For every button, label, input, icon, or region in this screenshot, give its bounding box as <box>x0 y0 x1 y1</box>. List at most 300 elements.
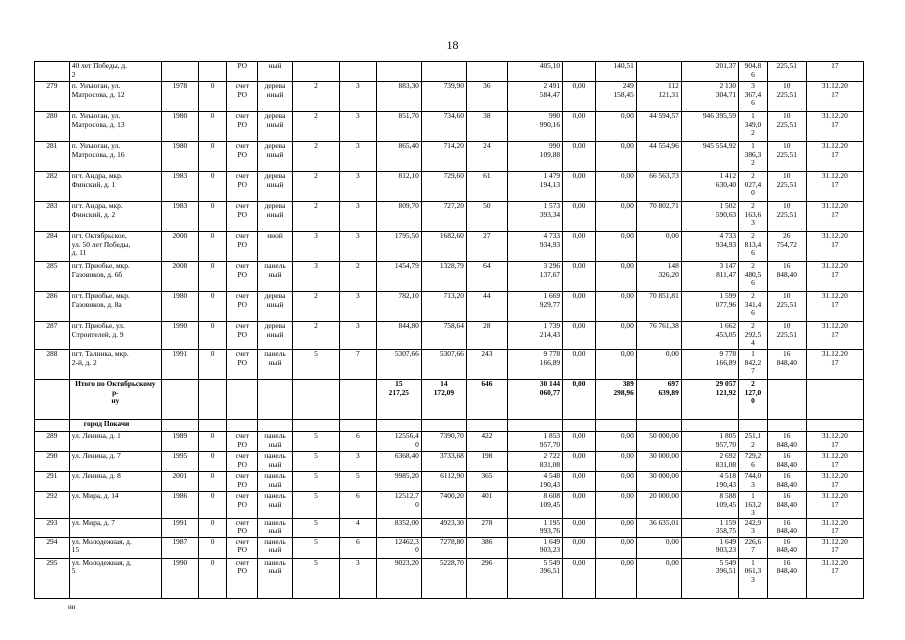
table-cell <box>35 380 70 420</box>
table-cell: 293 <box>35 518 70 537</box>
table-cell: 148 326,20 <box>636 262 681 292</box>
table-cell: 883,30 <box>376 82 421 112</box>
table-cell: 3 <box>339 172 376 202</box>
table-cell: 3 <box>339 142 376 172</box>
table-cell: 1990 <box>161 322 198 350</box>
table-cell: 7390,70 <box>421 432 466 452</box>
table-cell: 1 739 214,43 <box>507 322 562 350</box>
table-cell: 40 лет Победы, д. 2 <box>69 62 161 82</box>
table-cell: 0 <box>198 292 227 322</box>
table-cell: РО <box>227 62 258 82</box>
table-cell: 1991 <box>161 350 198 380</box>
table-cell: 50 000,00 <box>636 432 681 452</box>
table-cell: 4 518 190,43 <box>681 472 738 492</box>
table-cell: 30 000,00 <box>636 452 681 472</box>
table-cell: 283 <box>35 202 70 232</box>
table-cell: 50 <box>466 202 507 232</box>
table-cell: 1 649 903,23 <box>681 537 738 558</box>
table-cell <box>767 380 806 420</box>
table-cell: 70 802,71 <box>636 202 681 232</box>
table-cell: ул. Ленина, д. 8 <box>69 472 161 492</box>
table-cell: 0,00 <box>595 202 636 232</box>
table-cell: 66 563,73 <box>636 172 681 202</box>
total-cell: 697 639,89 <box>636 380 681 420</box>
table-cell: 2 <box>292 202 339 232</box>
table-cell: счет РО <box>227 432 258 452</box>
table-cell: 280 <box>35 112 70 142</box>
table-cell: счет РО <box>227 262 258 292</box>
table-cell: счет РО <box>227 172 258 202</box>
table-cell: ул. Молодежная, д. 5 <box>69 558 161 598</box>
table-cell: 70 851,81 <box>636 292 681 322</box>
table-cell: 2 <box>292 82 339 112</box>
table-cell: 2 722 831,08 <box>507 452 562 472</box>
table-cell: 16 848,40 <box>767 472 806 492</box>
table-cell <box>421 62 466 82</box>
table-cell: 1 842,2 7 <box>739 350 768 380</box>
table-cell: 0,00 <box>563 322 596 350</box>
table-cell: 31.12.20 17 <box>806 350 863 380</box>
table-cell <box>292 420 339 432</box>
table-cell: 1989 <box>161 432 198 452</box>
table-cell: 5 549 396,51 <box>507 558 562 598</box>
table-cell: дерева нный <box>258 142 293 172</box>
table-cell: 0 <box>198 262 227 292</box>
table-cell: пгт. Приобье, ул. Строителей, д. 9 <box>69 322 161 350</box>
table-cell: 0 <box>198 518 227 537</box>
table-cell: 3 <box>339 292 376 322</box>
table-cell: 1 805 957,70 <box>681 432 738 452</box>
table-cell: 225,51 <box>767 62 806 82</box>
table-cell: 16 848,40 <box>767 350 806 380</box>
table-cell: 5228,70 <box>421 558 466 598</box>
table-row <box>35 142 864 172</box>
table-cell: 2001 <box>161 472 198 492</box>
table-row <box>35 518 864 537</box>
table-cell: 296 <box>466 558 507 598</box>
table-cell: 284 <box>35 232 70 262</box>
table-cell <box>806 420 863 432</box>
table-cell: 2 <box>292 322 339 350</box>
table-cell: счет РО <box>227 112 258 142</box>
table-cell: 4 733 934,93 <box>681 232 738 262</box>
table-cell: 1983 <box>161 172 198 202</box>
table-row <box>35 62 864 82</box>
table-cell: 17 <box>806 62 863 82</box>
table-cell <box>161 420 198 432</box>
table-cell: 2 <box>292 142 339 172</box>
table-cell: 0 <box>198 232 227 262</box>
table-cell: 0,00 <box>595 322 636 350</box>
table-cell: 8 608 109,45 <box>507 492 562 519</box>
table-cell: панель ный <box>258 452 293 472</box>
table-cell: счет РО <box>227 350 258 380</box>
table-cell: 3 296 137,67 <box>507 262 562 292</box>
table-cell: панель ный <box>258 558 293 598</box>
table-cell: 295 <box>35 558 70 598</box>
table-cell: 251,1 2 <box>739 432 768 452</box>
table-cell: 31.12.20 17 <box>806 537 863 558</box>
table-cell <box>198 62 227 82</box>
table-cell: 0,00 <box>563 112 596 142</box>
table-cell: пгт. Андра, мкр. Финский, д. 1 <box>69 172 161 202</box>
table-cell: 0 <box>198 432 227 452</box>
table-cell: 0,00 <box>563 202 596 232</box>
table-cell <box>563 62 596 82</box>
table-cell: ный <box>258 62 293 82</box>
table-cell: 10 225,51 <box>767 202 806 232</box>
section-row <box>35 420 864 432</box>
table-cell: 4 548 190,43 <box>507 472 562 492</box>
table-cell: счет РО <box>227 142 258 172</box>
table-cell: 2 <box>292 292 339 322</box>
table-cell <box>376 62 421 82</box>
table-cell: 285 <box>35 262 70 292</box>
table-cell: 27 <box>466 232 507 262</box>
table-cell: 1 573 393,34 <box>507 202 562 232</box>
table-cell: 744,0 3 <box>739 472 768 492</box>
table-cell <box>739 420 768 432</box>
table-cell: 76 761,38 <box>636 322 681 350</box>
total-cell: 30 144 060,77 <box>507 380 562 420</box>
table-cell: 1 386,3 2 <box>739 142 768 172</box>
table-cell: иной <box>258 232 293 262</box>
table-cell: 7278,80 <box>421 537 466 558</box>
table-cell: 2000 <box>161 232 198 262</box>
table-cell: 1 195 993,76 <box>507 518 562 537</box>
table-cell: 24 <box>466 142 507 172</box>
table-cell: 10 225,51 <box>767 82 806 112</box>
table-cell: 7 <box>339 350 376 380</box>
table-cell: 5307,66 <box>376 350 421 380</box>
table-cell: дерева нный <box>258 172 293 202</box>
table-cell: 31.12.20 17 <box>806 142 863 172</box>
table-cell: 0,00 <box>595 172 636 202</box>
table-cell: 758,64 <box>421 322 466 350</box>
table-cell: 36 <box>466 82 507 112</box>
table-cell <box>292 380 339 420</box>
table-cell: 0,00 <box>563 292 596 322</box>
table-cell: 31.12.20 17 <box>806 472 863 492</box>
table-cell: 1 159 358,75 <box>681 518 738 537</box>
table-cell: 30 000,00 <box>636 472 681 492</box>
table-cell: 0 <box>198 350 227 380</box>
table-cell <box>636 420 681 432</box>
table-row <box>35 292 864 322</box>
table-cell: 0,00 <box>563 350 596 380</box>
table-cell: 6 <box>339 432 376 452</box>
table-cell: 4 <box>339 518 376 537</box>
table-cell: 286 <box>35 292 70 322</box>
table-cell <box>161 380 198 420</box>
table-cell: 16 848,40 <box>767 558 806 598</box>
table-cell: 0 <box>198 172 227 202</box>
table-cell: 386 <box>466 537 507 558</box>
total-cell: 646 <box>466 380 507 420</box>
table-cell: 4 733 934,93 <box>507 232 562 262</box>
table-cell: 31.12.20 17 <box>806 518 863 537</box>
table-cell: 1 662 453,05 <box>681 322 738 350</box>
table-cell: 36 635,01 <box>636 518 681 537</box>
table-cell: счет РО <box>227 537 258 558</box>
table-cell: 31.12.20 17 <box>806 232 863 262</box>
table-cell: 1980 <box>161 112 198 142</box>
table-cell: 0,00 <box>563 537 596 558</box>
table-cell <box>198 420 227 432</box>
table-cell: 26 754,72 <box>767 232 806 262</box>
table-cell <box>421 420 466 432</box>
table-cell: 0 <box>198 322 227 350</box>
table-row <box>35 432 864 452</box>
table-cell: пгт. Октябрьское, ул. 50 лет Победы, д. 11 <box>69 232 161 262</box>
table-cell: счет РО <box>227 558 258 598</box>
table-cell: 12512,7 0 <box>376 492 421 519</box>
table-cell: 0,00 <box>636 537 681 558</box>
table-cell: 945 554,92 <box>681 142 738 172</box>
table-cell: 5 <box>292 452 339 472</box>
table-row <box>35 472 864 492</box>
table-cell: 8352,00 <box>376 518 421 537</box>
table-cell: 0,00 <box>563 452 596 472</box>
table-cell: 0 <box>198 492 227 519</box>
table-cell: 734,60 <box>421 112 466 142</box>
table-cell: 10 225,51 <box>767 322 806 350</box>
table-cell: 226,6 7 <box>739 537 768 558</box>
table-cell: 1990 <box>161 558 198 598</box>
table-cell <box>35 420 70 432</box>
table-cell: п. Унъюган, ул. Матросова, д. 13 <box>69 112 161 142</box>
table-cell: 6 <box>339 537 376 558</box>
table-cell: 0 <box>198 452 227 472</box>
table-cell: 6368,40 <box>376 452 421 472</box>
total-cell: 15 217,25 <box>376 380 421 420</box>
table-cell: 20 000,00 <box>636 492 681 519</box>
table-cell: 5 <box>292 492 339 519</box>
table-cell: 1 349,0 2 <box>739 112 768 142</box>
table-cell <box>258 380 293 420</box>
table-cell: п. Унъюган, ул. Матросова, д. 16 <box>69 142 161 172</box>
table-cell: 279 <box>35 82 70 112</box>
table-cell: 9985,20 <box>376 472 421 492</box>
table-cell: 2 <box>339 262 376 292</box>
table-cell: 9 778 166,89 <box>681 350 738 380</box>
table-cell <box>227 380 258 420</box>
table-cell: 2008 <box>161 262 198 292</box>
table-cell: 201,37 <box>681 62 738 82</box>
table-cell: 44 <box>466 292 507 322</box>
table-cell: 31.12.20 17 <box>806 492 863 519</box>
total-cell: 29 057 121,92 <box>681 380 738 420</box>
table-cell: 44 594,57 <box>636 112 681 142</box>
table-cell <box>376 420 421 432</box>
table-cell <box>681 420 738 432</box>
table-cell: 727,20 <box>421 202 466 232</box>
table-cell: ул. Мира, д. 7 <box>69 518 161 537</box>
table-cell: 3 <box>339 112 376 142</box>
table-cell: 0 <box>198 142 227 172</box>
table-cell: 12556,4 0 <box>376 432 421 452</box>
table-cell: 112 121,31 <box>636 82 681 112</box>
table-cell: 782,10 <box>376 292 421 322</box>
table-cell: 3 <box>339 202 376 232</box>
total-cell: 14 172,09 <box>421 380 466 420</box>
table-cell: 0,00 <box>595 472 636 492</box>
table-cell: 44 554,96 <box>636 142 681 172</box>
table-cell: 3 <box>292 262 339 292</box>
table-cell: 0,00 <box>563 472 596 492</box>
table-cell: 1682,60 <box>421 232 466 262</box>
table-cell: пгт. Андра, мкр. Финский, д. 2 <box>69 202 161 232</box>
table-cell: 1 599 077,96 <box>681 292 738 322</box>
table-cell: панель ный <box>258 432 293 452</box>
table-cell: 287 <box>35 322 70 350</box>
table-row <box>35 452 864 472</box>
table-cell <box>466 420 507 432</box>
table-cell: 0,00 <box>563 432 596 452</box>
table-cell: 0,00 <box>563 262 596 292</box>
table-cell: 0,00 <box>636 350 681 380</box>
table-cell: 714,20 <box>421 142 466 172</box>
table-cell: 809,70 <box>376 202 421 232</box>
table-cell: 31.12.20 17 <box>806 322 863 350</box>
total-cell: 0,00 <box>563 380 596 420</box>
table-cell: 12462,3 0 <box>376 537 421 558</box>
housing-table <box>34 61 864 599</box>
table-cell: 5 <box>339 472 376 492</box>
table-cell: 278 <box>466 518 507 537</box>
table-cell: 16 848,40 <box>767 518 806 537</box>
table-cell: дерева нный <box>258 292 293 322</box>
table-cell: 1980 <box>161 292 198 322</box>
table-cell: 292 <box>35 492 70 519</box>
table-cell: счет РО <box>227 452 258 472</box>
table-cell: 2 <box>292 112 339 142</box>
table-cell: дерева нный <box>258 322 293 350</box>
table-cell: 16 848,40 <box>767 452 806 472</box>
table-cell: 0,00 <box>636 232 681 262</box>
table-cell: панель ный <box>258 518 293 537</box>
table-cell: 16 848,40 <box>767 537 806 558</box>
table-cell: панель ный <box>258 350 293 380</box>
table-cell <box>161 62 198 82</box>
table-cell: 0,00 <box>595 518 636 537</box>
table-cell: 739,90 <box>421 82 466 112</box>
table-cell: п. Унъюган, ул. Матросова, д. 12 <box>69 82 161 112</box>
table-cell: 6112,90 <box>421 472 466 492</box>
table-cell <box>227 420 258 432</box>
table-cell: 5307,66 <box>421 350 466 380</box>
table-cell: счет РО <box>227 492 258 519</box>
table-cell: 3 <box>339 452 376 472</box>
table-cell: 5 <box>292 558 339 598</box>
table-cell: 10 225,51 <box>767 292 806 322</box>
table-cell: 0,00 <box>595 262 636 292</box>
table-cell: 2 341,4 6 <box>739 292 768 322</box>
table-cell: 31.12.20 17 <box>806 262 863 292</box>
table-cell: 31.12.20 17 <box>806 172 863 202</box>
total-label: Итого по Октябрьскому р- ну <box>69 380 161 420</box>
table-cell: 2 813,4 6 <box>739 232 768 262</box>
table-cell: 0,00 <box>563 558 596 598</box>
table-cell: 0,00 <box>595 142 636 172</box>
table-cell: 1 502 590,63 <box>681 202 738 232</box>
table-cell: 1328,79 <box>421 262 466 292</box>
table-cell: 0,00 <box>595 492 636 519</box>
table-row <box>35 202 864 232</box>
table-cell: панель ный <box>258 472 293 492</box>
table-cell: 0,00 <box>563 142 596 172</box>
table-cell: 1991 <box>161 518 198 537</box>
table-cell: 2 <box>292 172 339 202</box>
table-cell: 865,40 <box>376 142 421 172</box>
table-cell <box>466 62 507 82</box>
table-cell: 729,2 6 <box>739 452 768 472</box>
table-cell: 16 848,40 <box>767 432 806 452</box>
table-cell <box>35 62 70 82</box>
table-cell: 31.12.20 17 <box>806 432 863 452</box>
table-cell: 2 491 584,47 <box>507 82 562 112</box>
table-cell: 990 109,88 <box>507 142 562 172</box>
table-cell: 1986 <box>161 492 198 519</box>
table-cell: 64 <box>466 262 507 292</box>
table-row <box>35 350 864 380</box>
table-cell <box>806 380 863 420</box>
table-cell: 1983 <box>161 202 198 232</box>
table-row <box>35 558 864 598</box>
table-cell: ул. Молодежная, д. 15 <box>69 537 161 558</box>
table-cell: 1 649 903,23 <box>507 537 562 558</box>
table-cell: 1 412 630,40 <box>681 172 738 202</box>
table-cell: 290 <box>35 452 70 472</box>
table-cell: дерева нный <box>258 112 293 142</box>
table-cell: 1995 <box>161 452 198 472</box>
table-cell: 0 <box>198 82 227 112</box>
table-cell: 7400,20 <box>421 492 466 519</box>
table-cell: 812,10 <box>376 172 421 202</box>
table-cell: 31.12.20 17 <box>806 202 863 232</box>
footer-mark: нн <box>68 603 76 611</box>
table-cell: счет РО <box>227 472 258 492</box>
table-cell: 2 480,5 6 <box>739 262 768 292</box>
table-cell: 16 848,40 <box>767 492 806 519</box>
table-cell: 243 <box>466 350 507 380</box>
table-cell: 3 <box>339 232 376 262</box>
table-cell: 0 <box>198 112 227 142</box>
table-cell: 0,00 <box>595 432 636 452</box>
table-cell: счет РО <box>227 82 258 112</box>
table-cell: пгт. Приобье, мкр. Газовиков, д. 6б <box>69 262 161 292</box>
table-cell: 38 <box>466 112 507 142</box>
table-cell: 28 <box>466 322 507 350</box>
table-cell: 9023,20 <box>376 558 421 598</box>
total-cell: 2 127,0 0 <box>739 380 768 420</box>
table-cell: 2 692 831,08 <box>681 452 738 472</box>
table-cell: 8 588 109,45 <box>681 492 738 519</box>
table-cell: 5 <box>292 350 339 380</box>
table-row <box>35 322 864 350</box>
table-cell: дерева нный <box>258 202 293 232</box>
table-cell: 9 778 166,89 <box>507 350 562 380</box>
table-cell: 3 <box>292 232 339 262</box>
page-number: 18 <box>446 38 459 52</box>
table-cell: 281 <box>35 142 70 172</box>
table-cell: 1978 <box>161 82 198 112</box>
table-cell: 1987 <box>161 537 198 558</box>
table-cell <box>563 420 596 432</box>
table-cell <box>507 420 562 432</box>
table-cell: 5 <box>292 472 339 492</box>
table-cell: ул. Ленина, д. 1 <box>69 432 161 452</box>
